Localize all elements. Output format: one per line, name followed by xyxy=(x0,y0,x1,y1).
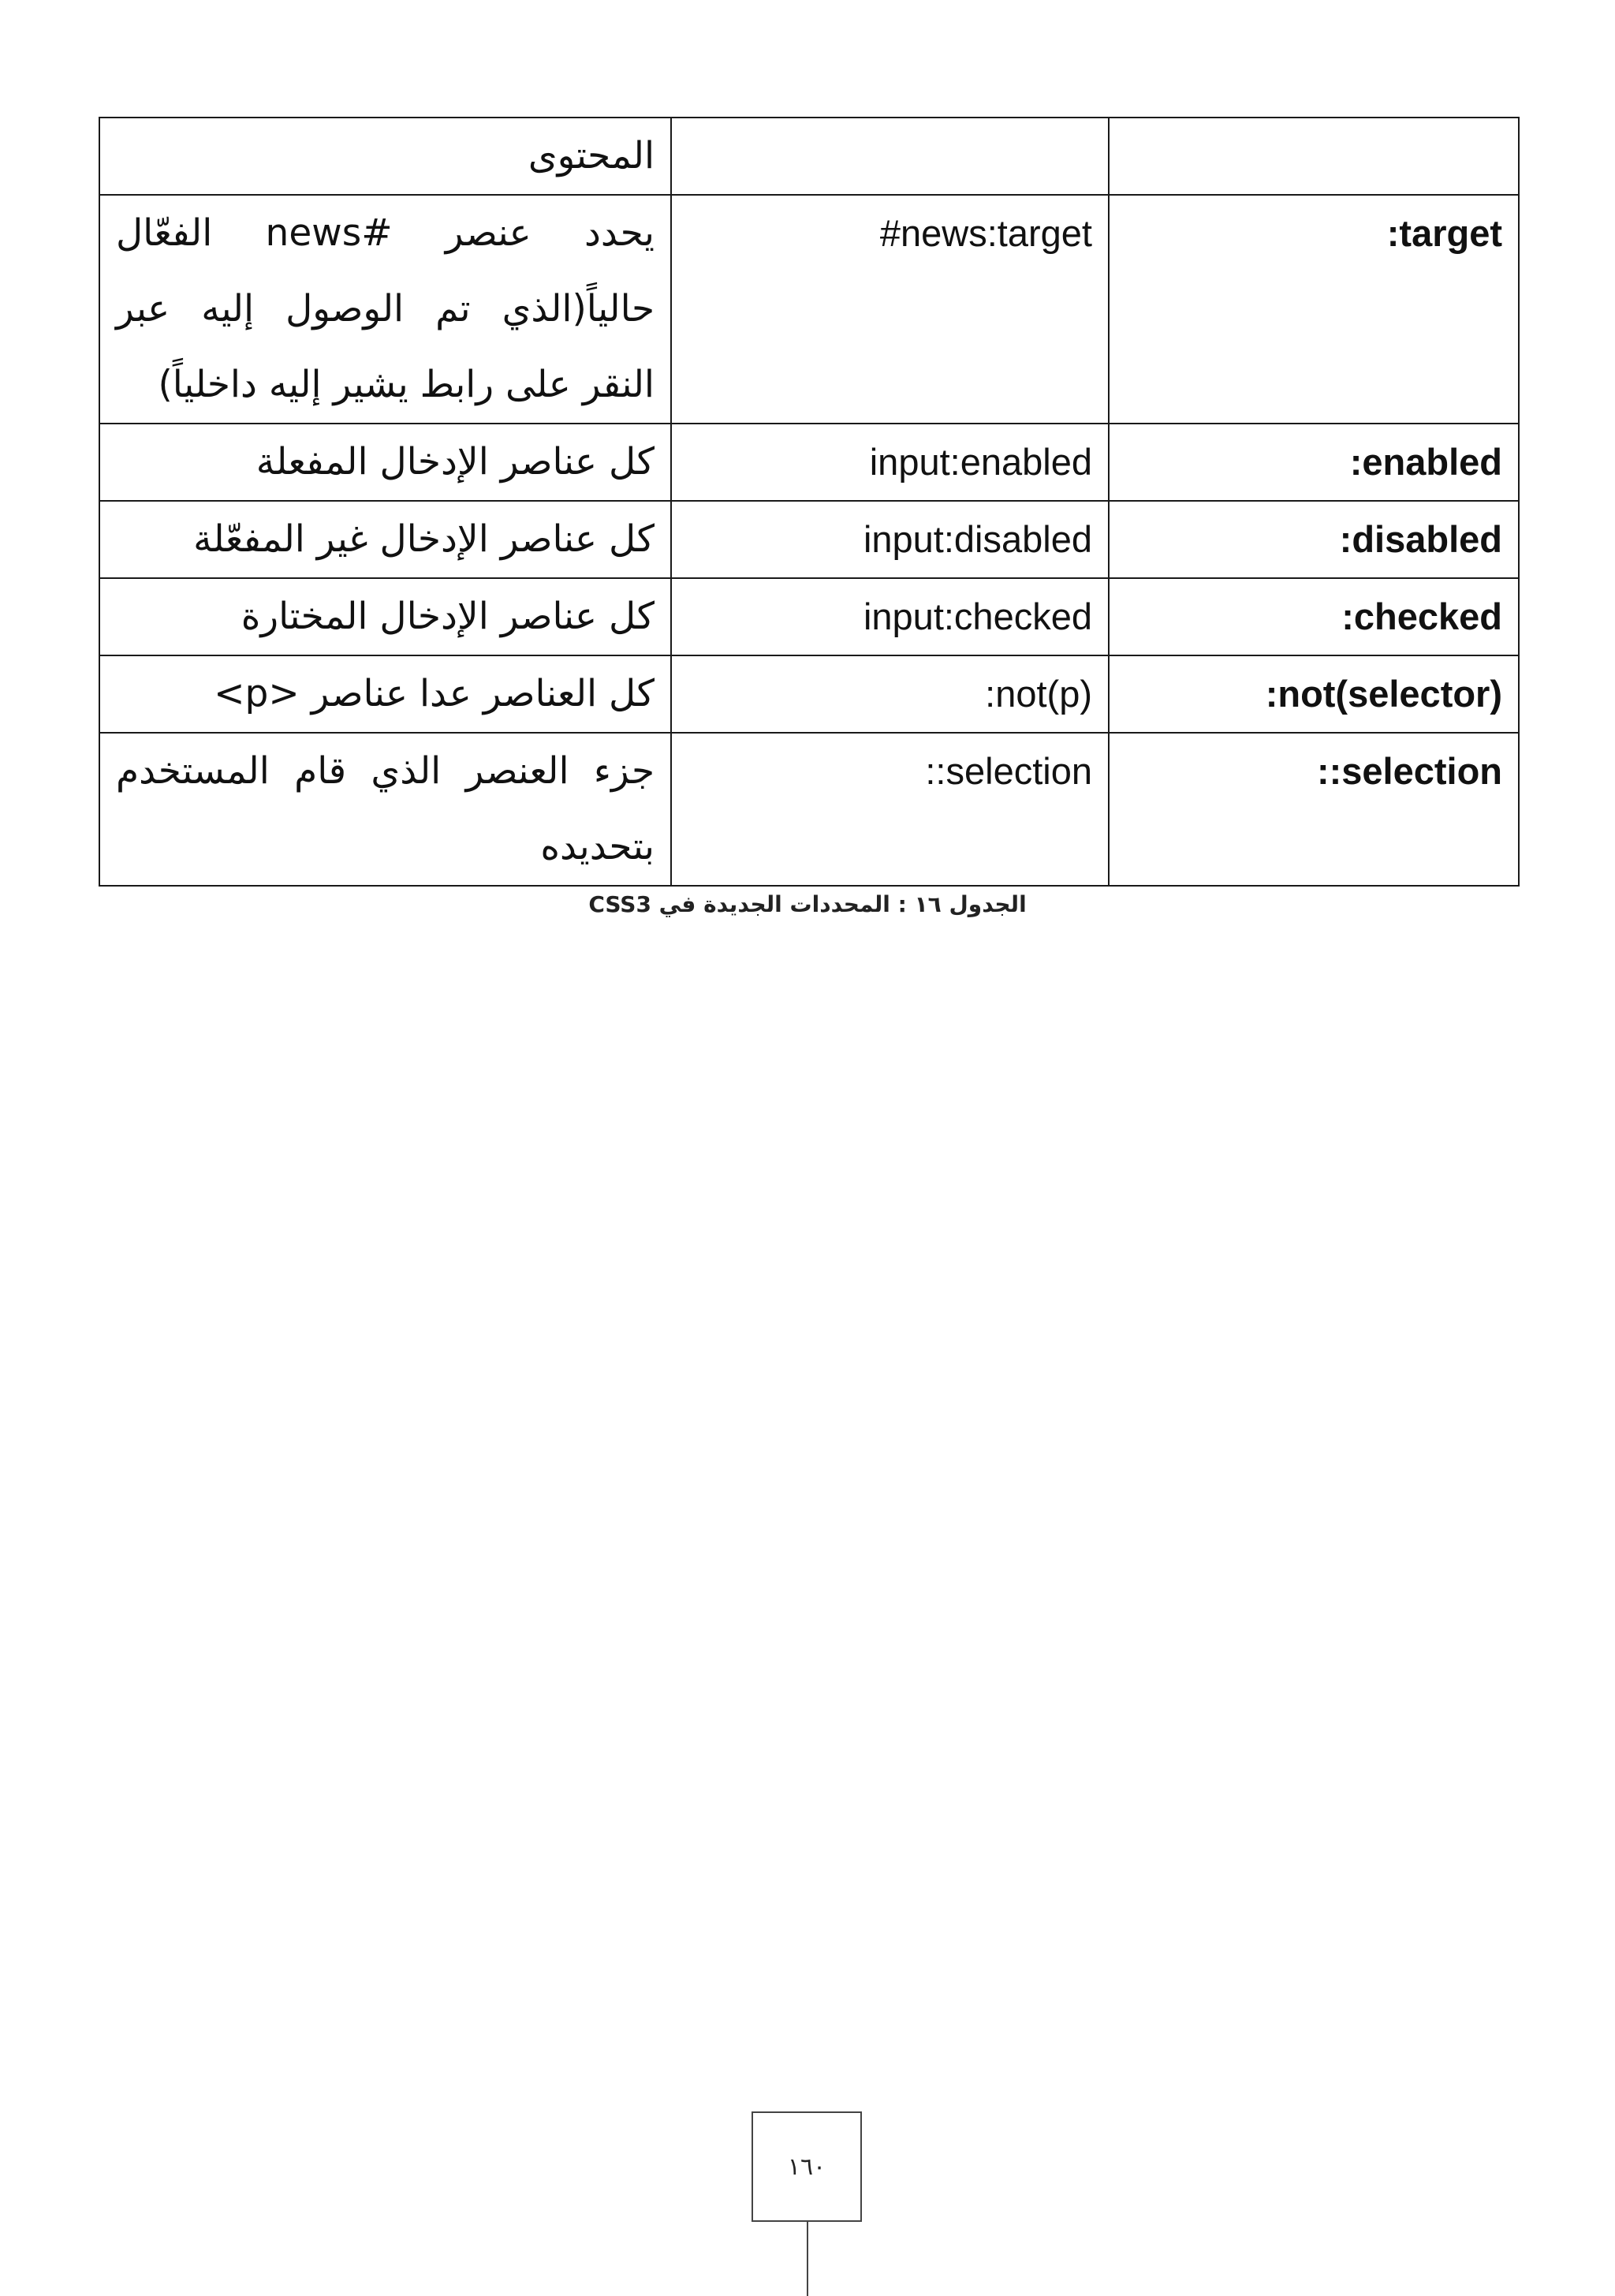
description-cell: يحدد عنصر #news الفعّال حالياً(الذي تم الوصول إليه عبر النقر على رابط يشير إليه داخلياً) xyxy=(99,195,671,424)
description-cell: كل عناصر الإدخال المفعلة xyxy=(99,424,671,501)
selector-cell: ::selection xyxy=(1109,733,1519,886)
table-caption: الجدول ١٦ : المحددات الجديدة في CSS3 xyxy=(588,891,1027,917)
example-cell: :not(p) xyxy=(671,655,1109,733)
table-row xyxy=(99,424,1519,501)
example-cell: input:checked xyxy=(671,578,1109,655)
description-cell: المحتوى xyxy=(99,118,671,195)
table-row xyxy=(99,195,1519,424)
table-row xyxy=(99,578,1519,655)
description-cell: كل عناصر الإدخال المختارة xyxy=(99,578,671,655)
example-cell: ::selection xyxy=(671,733,1109,886)
description-cell: جزء العنصر الذي قام المستخدم بتحديده xyxy=(99,733,671,886)
example-cell: input:disabled xyxy=(671,501,1109,578)
page-number-stem xyxy=(807,2222,808,2296)
selector-cell: :not(selector) xyxy=(1109,655,1519,733)
selector-cell: :checked xyxy=(1109,578,1519,655)
example-cell: #news:target xyxy=(671,195,1109,424)
description-cell: كل عناصر الإدخال غير المفعّلة xyxy=(99,501,671,578)
table-row xyxy=(99,655,1519,733)
selector-cell xyxy=(1109,118,1519,195)
page-number-box xyxy=(752,2111,862,2222)
example-cell: input:enabled xyxy=(671,424,1109,501)
css3-selectors-table xyxy=(99,117,1520,887)
table-row xyxy=(99,501,1519,578)
selector-cell: :target xyxy=(1109,195,1519,424)
table-row xyxy=(99,118,1519,195)
page-number: ١٦٠ xyxy=(787,2152,826,2181)
selector-cell: :enabled xyxy=(1109,424,1519,501)
table-row xyxy=(99,733,1519,886)
description-cell: كل العناصر عدا عناصر <p> xyxy=(99,655,671,733)
example-cell xyxy=(671,118,1109,195)
selector-cell: :disabled xyxy=(1109,501,1519,578)
